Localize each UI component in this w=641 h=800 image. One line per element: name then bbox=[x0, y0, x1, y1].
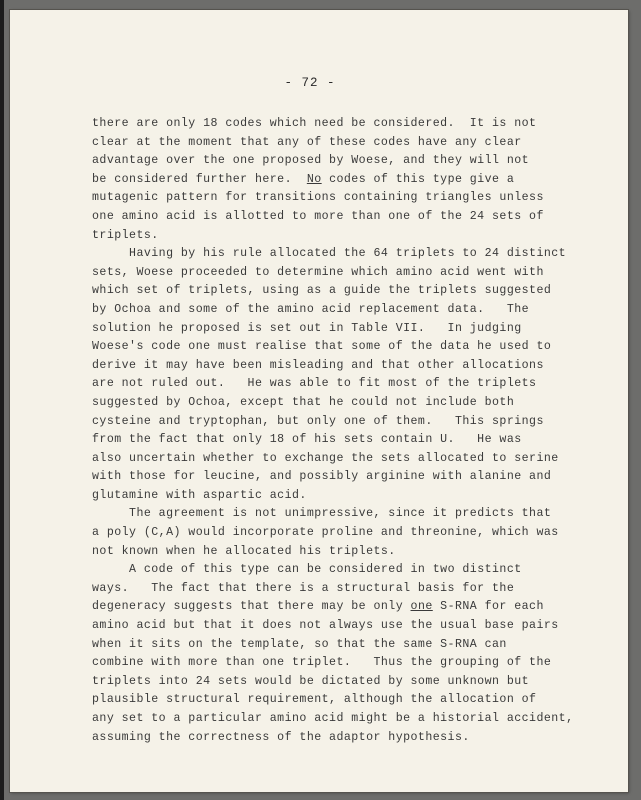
line-text: are not ruled out. He was able to fit most of the triplets bbox=[92, 377, 537, 391]
text-line bbox=[92, 561, 572, 580]
text-line bbox=[92, 301, 572, 320]
line-text: one amino acid is allotted to more than one of the 24 sets of bbox=[92, 209, 544, 223]
body-text bbox=[92, 115, 572, 747]
text-line bbox=[92, 282, 572, 301]
text-line bbox=[92, 505, 572, 524]
line-text: plausible structural requirement, although the allocation of bbox=[92, 693, 537, 707]
line-text: combine with more than one triplet. Thus the grouping of the bbox=[92, 656, 552, 670]
text-line bbox=[92, 580, 572, 599]
line-text: The agreement is not unimpressive, since it predicts that bbox=[129, 507, 552, 521]
typewritten-page bbox=[10, 10, 628, 792]
text-line bbox=[92, 673, 572, 692]
text-line bbox=[92, 524, 572, 543]
text-line bbox=[92, 450, 572, 469]
text-line bbox=[92, 654, 572, 673]
text-line bbox=[92, 691, 572, 710]
line-text: degeneracy suggests that there may be only bbox=[92, 600, 411, 614]
line-text: be considered further here. bbox=[92, 172, 307, 186]
line-text: there are only 18 codes which need be considered. It is not bbox=[92, 117, 537, 130]
text-line bbox=[92, 543, 572, 562]
line-text: S-RNA for each bbox=[432, 600, 544, 614]
line-text: any set to a particular amino acid might be a historial accident, bbox=[92, 712, 574, 725]
line-text: ways. The fact that there is a structural basis for the bbox=[92, 581, 515, 595]
line-text: Woese's code one must realise that some of the data he used to bbox=[92, 340, 552, 354]
text-line bbox=[92, 264, 572, 283]
text-line bbox=[92, 636, 572, 655]
text-line bbox=[92, 320, 572, 339]
binder-edge bbox=[0, 0, 4, 800]
underlined-word: No bbox=[306, 172, 322, 186]
line-text: A code of this type can be considered in two distinct bbox=[129, 563, 522, 577]
line-text: glutamine with aspartic acid. bbox=[92, 488, 307, 502]
line-text: when it sits on the template, so that the same S-RNA can bbox=[92, 637, 507, 651]
text-line bbox=[92, 357, 572, 376]
text-line bbox=[92, 227, 572, 246]
line-indent bbox=[92, 563, 129, 576]
text-line bbox=[92, 208, 572, 227]
line-text: Having by his rule allocated the 64 triplets to 24 distinct bbox=[129, 247, 567, 261]
text-line bbox=[92, 134, 572, 153]
text-line bbox=[92, 152, 572, 171]
line-text: mutagenic pattern for transitions containing triangles unless bbox=[92, 191, 544, 205]
line-text: triplets. bbox=[92, 228, 159, 242]
text-line bbox=[92, 245, 572, 264]
line-text: from the fact that only 18 of his sets contain U. He was bbox=[92, 433, 522, 447]
text-line bbox=[92, 394, 572, 413]
underlined-word: one bbox=[410, 600, 433, 614]
text-line bbox=[92, 375, 572, 394]
line-text: advantage over the one proposed by Woese, and they will not bbox=[92, 154, 530, 168]
text-line bbox=[92, 338, 572, 357]
text-line bbox=[92, 468, 572, 487]
text-line bbox=[92, 710, 572, 729]
line-indent bbox=[92, 247, 129, 260]
line-text: codes of this type give a bbox=[321, 172, 515, 186]
line-text: suggested by Ochoa, except that he could not include both bbox=[92, 395, 515, 409]
line-text: derive it may have been misleading and that other allocations bbox=[92, 358, 544, 372]
line-text: clear at the moment that any of these codes have any clear bbox=[92, 135, 522, 149]
line-text: amino acid but that it does not always use the usual base pairs bbox=[92, 619, 559, 633]
line-text: which set of triplets, using as a guide the triplets suggested bbox=[92, 284, 552, 298]
text-line bbox=[92, 171, 572, 190]
line-text: solution he proposed is set out in Table VII. In judging bbox=[92, 321, 522, 335]
text-line bbox=[92, 598, 572, 617]
line-text: sets, Woese proceeded to determine which amino acid went with bbox=[92, 265, 544, 279]
line-text: cysteine and tryptophan, but only one of them. This springs bbox=[92, 414, 544, 428]
line-text: not known when he allocated his triplets. bbox=[92, 544, 396, 558]
text-line bbox=[92, 413, 572, 432]
line-text: assuming the correctness of the adaptor hypothesis. bbox=[92, 730, 470, 744]
line-text: by Ochoa and some of the amino acid replacement data. The bbox=[92, 302, 530, 316]
line-indent bbox=[92, 507, 129, 520]
line-text: triplets into 24 sets would be dictated by some unknown but bbox=[92, 674, 530, 688]
line-text: a poly (C,A) would incorporate proline and threonine, which was bbox=[92, 526, 559, 540]
text-line bbox=[92, 729, 572, 748]
text-line bbox=[92, 189, 572, 208]
line-text: with those for leucine, and possibly arginine with alanine and bbox=[92, 470, 552, 484]
text-line bbox=[92, 431, 572, 450]
text-line bbox=[92, 115, 572, 134]
text-line bbox=[92, 487, 572, 506]
line-text: also uncertain whether to exchange the sets allocated to serine bbox=[92, 451, 559, 465]
text-line bbox=[92, 617, 572, 636]
page-number: - 72 - bbox=[284, 76, 336, 90]
